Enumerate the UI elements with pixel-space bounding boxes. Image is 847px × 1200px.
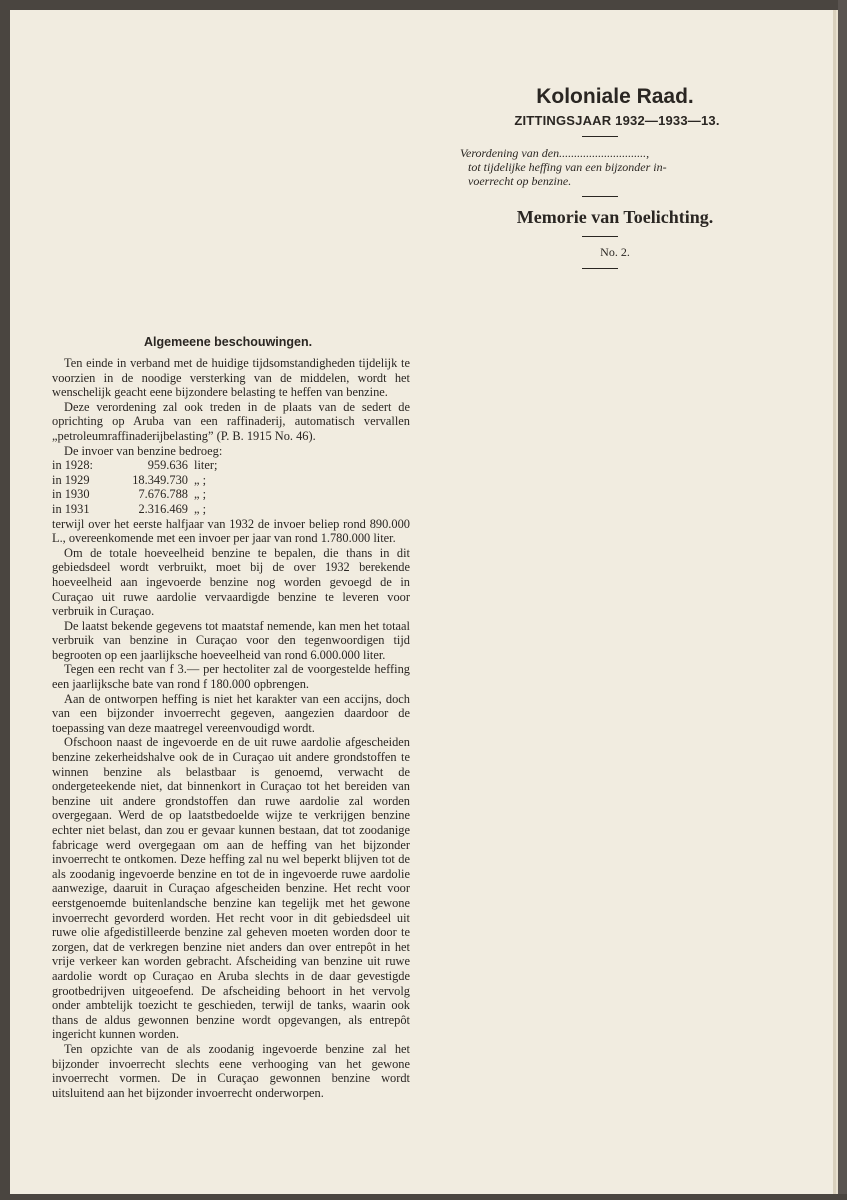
- paragraph: Aan de ontworpen heffing is niet het karakter van een accijns, doch van een bijzonder invoerrecht gegeven, aangezien daardoor de toepassing van deze maatregel vereenvoudigd wordt.: [52, 691, 410, 735]
- paragraph: Tegen een recht van f 3.— per hectoliter zal de voorgestelde heffing een jaarlijksche bate van rond f 180.000 opbrengen.: [52, 662, 410, 692]
- scan-border-left: [0, 0, 10, 1200]
- document-page: [10, 10, 836, 1194]
- ordinance-line-3: voerrecht op benzine.: [468, 174, 572, 188]
- page-fold-shadow: [833, 10, 836, 1194]
- import-unit: liter;: [194, 458, 218, 473]
- import-row: [52, 458, 410, 473]
- header-rule: [582, 236, 618, 237]
- paragraph: Om de totale hoeveelheid benzine te bepalen, die thans in dit gebiedsdeel wordt verbruikt, moet bij de over 1932 berekende hoeveelheid aan ingevoerde benzine nog worden gevoegd de in Curaçao uit ruwe aardolie vervaardigde benzine te leveren voor verbruik in Curaçao.: [52, 545, 410, 619]
- paragraph: De laatst bekende gegevens tot maatstaf nemende, kan men het totaal verbruik van benzine in Curaçao voor den tegenwoordigen tijd begrooten op een jaarlijksche hoeveelheid van rond 6.000.000 liter.: [52, 618, 410, 662]
- import-amount: 2.316.469: [138, 501, 188, 516]
- body-text: [52, 356, 410, 1100]
- session-year: ZITTINGSJAAR 1932—1933—13.: [514, 113, 720, 128]
- scan-border-top: [0, 0, 847, 10]
- document-header: [450, 85, 750, 269]
- paragraph: Ten einde in verband met de huidige tijdsomstandigheden tijdelijk te voorzien in de noodige versterking van de middelen, wordt het wenschelijk geacht eene bijzondere belasting te heffen van benzine.: [52, 356, 410, 400]
- import-year: in 1928:: [52, 458, 93, 473]
- scan-border-right: [838, 0, 847, 1200]
- import-year: in 1930: [52, 487, 90, 502]
- memorie-heading: Memorie van Toelichting.: [516, 207, 714, 227]
- scan-border-bottom: [0, 1194, 847, 1200]
- document-number: No. 2.: [600, 245, 630, 259]
- import-unit: „ ;: [194, 472, 207, 487]
- import-table: [52, 458, 410, 516]
- council-title: Koloniale Raad.: [536, 85, 694, 108]
- paragraph: terwijl over het eerste halfjaar van 1932 de invoer beliep rond 890.000 L., overeenkomende met een invoer per jaar van rond 1.780.000 liter.: [52, 516, 410, 546]
- import-amount: 959.636: [147, 458, 188, 473]
- import-amount: 18.349.730: [132, 472, 188, 487]
- import-year: in 1929: [52, 472, 90, 487]
- header-rule: [582, 196, 618, 197]
- import-row: [52, 487, 410, 502]
- paragraph: De invoer van benzine bedroeg:: [64, 443, 223, 458]
- header-rule: [582, 136, 618, 137]
- ordinance-line-2: tot tijdelijke heffing van een bijzonder in-: [468, 160, 667, 174]
- paragraph: Deze verordening zal ook treden in de plaats van de sedert de oprichting op Aruba van een raffinaderij, automatisch vervallen „petroleumraffinaderijbelasting” (P. B. 1915 No. 46).: [52, 399, 410, 443]
- import-unit: „ ;: [194, 501, 207, 516]
- paragraph: Ofschoon naast de ingevoerde en de uit ruwe aardolie afgescheiden benzine zekerheidshalve ook de in Curaçao uit andere grondstoffen te winnen benzine als belastbaar is genoemd, verwacht de ondergeteekende niet, dat binnenkort in Curaçao tot het bereiden van benzine uit andere grondstoffen dan ruwe aardolie zal worden overgegaan. Werd de op laatstbedoelde wijze te verkrijgen benzine echter niet belast, dan zou er gevaar kunnen bestaan, dat tot zoodanige fabricage werd overgegaan om aan de heffing van het bijzonder invoerrecht te ontkomen. Deze heffing zal nu wel beperkt blijven tot de als zoodanig ingevoerde benzine en tot de in ingevoerde ruwe aardolie aanwezige, daaruit in Curaçao afgescheiden benzine. Het recht voor eerstgenoemde buitenlandsche benzine kan tegelijk met het gewone invoerrecht gevorderd worden. Het recht voor in dit gebiedsdeel uit ruwe olie afgedistilleerde benzine zal geheven moeten worden door te zorgen, dat de verkregen benzine niet anders dan over entrepôt in het vrije verkeer kan worden gebracht. Afscheiding van benzine uit ruwe aardolie wordt op Curaçao en Aruba slechts in de daar gevestigde grootbedrijven uitgeoefend. De afscheiding behoort in het vervolg onder ambtelijk toezicht te geschieden, terwijl de tanks, waarin ook thans de aldus gewonnen benzine wordt opgevangen, als entrepôt ingericht kunnen worden.: [52, 735, 410, 1042]
- import-year: in 1931: [52, 501, 90, 516]
- header-rule: [582, 268, 618, 269]
- section-heading: Algemeene beschouwingen.: [144, 335, 313, 349]
- import-row: [52, 473, 410, 488]
- import-amount: 7.676.788: [138, 487, 188, 502]
- import-row: [52, 502, 410, 517]
- import-unit: „ ;: [194, 487, 207, 502]
- ordinance-line-1: Verordening van den.............................,: [460, 146, 650, 160]
- paragraph: Ten opzichte van de als zoodanig ingevoerde benzine zal het bijzonder invoerrecht slechts eene verhooging van het gewone invoerrecht vormen. De in Curaçao gewonnen benzine wordt uitsluitend aan het bijzonder invoerrecht onderworpen.: [52, 1041, 410, 1100]
- ordinance-title: [460, 146, 715, 188]
